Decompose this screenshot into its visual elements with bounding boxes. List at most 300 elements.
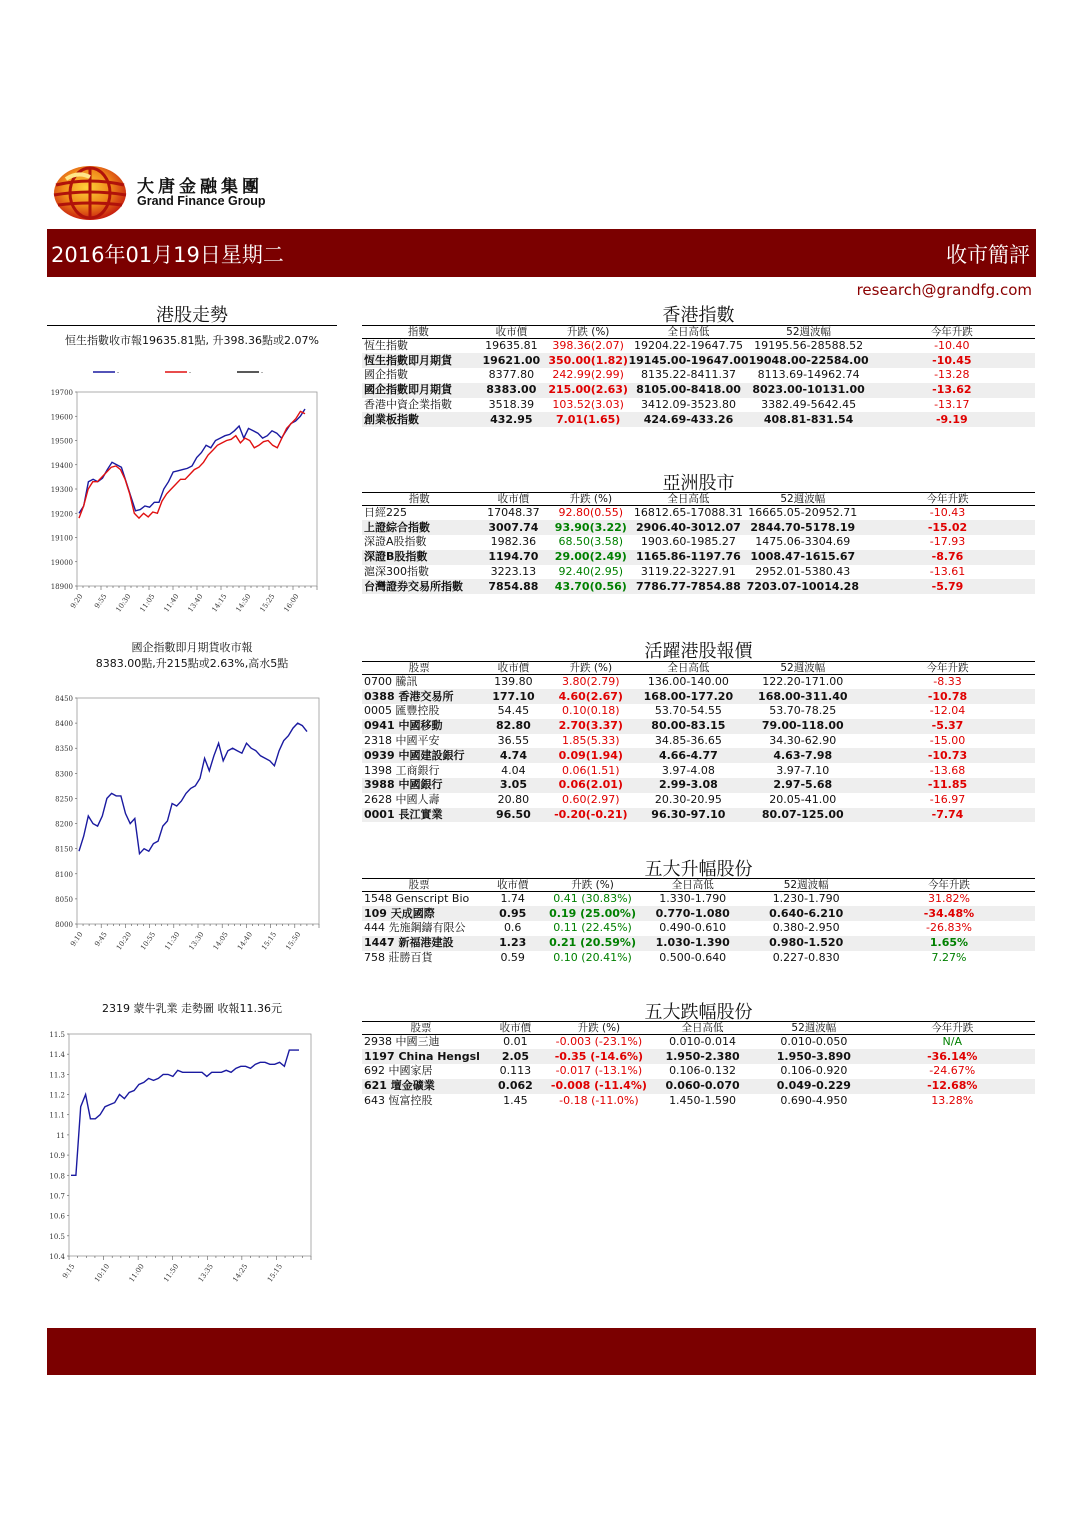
table-row [362, 535, 1035, 550]
table-cell: 19204.22-19647.75 [634, 339, 743, 353]
table-cell: 2938 中國三迪 [364, 1035, 440, 1049]
y-tick-label: 19700 [50, 389, 73, 397]
table-row [362, 906, 1035, 921]
active-title: 活躍港股報價 [644, 641, 753, 662]
table-row [362, 1035, 1035, 1050]
table-cell: 1.85(5.33) [562, 734, 620, 748]
plot-frame [77, 698, 319, 924]
table-cell: 122.20-171.00 [762, 675, 844, 689]
table-cell: 1475.06-3304.69 [755, 535, 851, 549]
table-cell: 29.00(2.49) [550, 550, 631, 565]
column-header: 收市價 [480, 1022, 551, 1035]
table-cell: 8113.69-14962.74 [757, 368, 860, 382]
series-line [71, 1050, 299, 1175]
x-tick-label: 10:20 [114, 930, 134, 952]
table-cell: 0.113 [499, 1064, 532, 1078]
table-cell: 2628 中國人壽 [364, 793, 440, 807]
column-header: 指數 [362, 326, 475, 339]
table-cell: 8135.22-8411.37 [641, 368, 736, 382]
y-tick-label: 10.8 [49, 1172, 65, 1181]
x-tick-label: 9:20 [69, 592, 85, 611]
table-cell: 0.010-0.050 [780, 1035, 848, 1049]
y-tick-label: 8450 [55, 695, 73, 703]
y-tick-label: 8150 [55, 845, 73, 854]
x-tick-label: 10:10 [93, 1262, 112, 1284]
table-cell: 3119.22-3227.91 [640, 565, 736, 579]
table-cell: 68.50(3.58) [558, 535, 624, 549]
x-tick-label: 9:10 [69, 930, 85, 949]
table-row [362, 892, 1035, 907]
table-cell: 香港中資企業指數 [364, 398, 452, 412]
table-cell: 日經225 [364, 506, 407, 520]
table-cell: 0005 匯豐控股 [364, 704, 440, 718]
column-header: 升跌 (%) [550, 662, 631, 675]
x-tick-label: 14:15 [210, 592, 229, 614]
x-tick-label: 13:30 [187, 930, 206, 952]
table-row [362, 383, 1035, 398]
y-tick-label: 19300 [50, 486, 73, 494]
table-cell: -8.33 [933, 675, 962, 689]
table-cell: 0388 香港交易所 [362, 689, 476, 704]
table-cell: 4.74 [476, 748, 550, 763]
legend-label: - [117, 369, 120, 376]
table-cell: 1.74 [500, 892, 525, 906]
y-tick-label: 10.5 [49, 1232, 65, 1241]
table-cell: -13.68 [929, 763, 966, 777]
table-cell: 0.41 (30.83%) [553, 892, 632, 906]
column-header: 今年升跌 [860, 662, 1035, 675]
table-cell: 16812.65-17088.31 [633, 506, 743, 520]
x-tick-label: 14:25 [231, 1262, 250, 1284]
table-row [362, 704, 1035, 719]
column-header: 52週波幅 [758, 1022, 869, 1035]
table-cell: -12.04 [929, 704, 966, 718]
table-row [362, 398, 1035, 413]
table-row [362, 793, 1035, 808]
table-cell: 0.380-2.950 [772, 921, 840, 935]
table-cell: 0.6 [503, 921, 522, 935]
column-header: 全日高低 [628, 326, 748, 339]
table-cell: 621 壇金礦業 [362, 1079, 480, 1094]
table-cell: -15.02 [860, 520, 1035, 535]
chart1-caption: 恒生指數收市報19635.81點, 升398.36點或2.07% [65, 334, 319, 347]
contact-email[interactable]: research@grandfg.com [856, 281, 1032, 299]
table-cell: 20.30-20.95 [654, 793, 722, 807]
table-cell: N/A [942, 1035, 962, 1049]
table-cell: 96.30-97.10 [631, 808, 745, 823]
hk-index-title: 香港指數 [662, 305, 735, 326]
table-row [362, 689, 1035, 704]
table-cell: 1194.70 [476, 550, 550, 565]
company-name-zh: 大唐金融集團 [137, 177, 263, 197]
x-tick-label: 11:30 [163, 930, 182, 952]
column-header: 升跌 (%) [550, 493, 631, 506]
column-header: 收市價 [476, 493, 550, 506]
table-cell: 1.330-1.790 [659, 892, 727, 906]
table-cell: 國企指數即月期貨 [362, 383, 475, 398]
column-header: 收市價 [476, 662, 550, 675]
table-cell: 2.05 [480, 1049, 551, 1064]
table-cell: 53.70-78.25 [769, 704, 837, 718]
company-name-en: Grand Finance Group [137, 194, 266, 208]
table-row [362, 520, 1035, 535]
y-tick-label: 10.6 [49, 1212, 65, 1221]
column-header: 收市價 [476, 879, 549, 892]
table-cell: 1.950-3.890 [758, 1049, 869, 1064]
column-header: 股票 [362, 1022, 480, 1035]
x-tick-label: 10:30 [114, 592, 133, 614]
x-tick-label: 11:50 [162, 1262, 181, 1284]
y-tick-label: 8300 [55, 770, 73, 779]
table-cell: 1903.60-1985.27 [640, 535, 736, 549]
x-tick-label: 15:15 [265, 1262, 285, 1284]
y-tick-label: 11.4 [49, 1051, 65, 1060]
table-cell: 創業板指數 [362, 412, 475, 427]
table-cell: 7.27% [931, 951, 967, 965]
column-header: 升跌 (%) [548, 326, 629, 339]
table-cell: 177.10 [476, 689, 550, 704]
hscei-futures-chart [47, 686, 337, 956]
x-tick-label: 10:55 [139, 930, 158, 952]
column-header: 股票 [362, 879, 476, 892]
x-tick-label: 13:40 [186, 592, 205, 614]
table-cell: 1.23 [476, 936, 549, 951]
table-cell: 0941 中國移動 [362, 719, 476, 734]
table-row [362, 368, 1035, 383]
plot-frame [77, 392, 317, 586]
table-cell: 2.97-5.68 [746, 778, 860, 793]
table-row [362, 550, 1035, 565]
table-cell: 國企指數 [364, 368, 408, 382]
table-cell: 0.010-0.014 [669, 1035, 737, 1049]
column-header: 指數 [362, 493, 476, 506]
table-row [362, 1094, 1035, 1109]
table-cell: 1.950-2.380 [647, 1049, 758, 1064]
table-cell: 0.95 [476, 906, 549, 921]
table-cell: 0.500-0.640 [659, 951, 727, 965]
table-cell: 0.770-1.080 [636, 906, 749, 921]
table-cell: -16.97 [929, 793, 966, 807]
column-header: 升跌 (%) [549, 879, 636, 892]
y-tick-label: 10.4 [49, 1253, 65, 1261]
table-cell: 恆生指數 [364, 339, 408, 353]
table-row [362, 936, 1035, 951]
table-cell: 3.97-7.10 [776, 763, 830, 777]
y-tick-label: 8350 [55, 745, 73, 754]
table-cell: -0.008 (-11.4%) [550, 1079, 647, 1093]
y-tick-label: 11.1 [49, 1111, 65, 1120]
table-cell: 深證B股指數 [362, 550, 476, 565]
table-cell: -9.19 [869, 412, 1035, 427]
table-cell: -5.79 [860, 579, 1035, 594]
table-cell: 台灣證券交易所指數 [362, 579, 476, 594]
plot-frame [69, 1034, 311, 1256]
x-tick-label: 14:05 [211, 930, 230, 952]
table-cell: 93.90(3.22) [550, 520, 631, 535]
y-tick-label: 19400 [50, 461, 73, 470]
table-cell: 242.99(2.99) [552, 368, 624, 382]
x-tick-label: 14:40 [235, 930, 255, 952]
divider [47, 325, 337, 326]
table-cell: 1.450-1.590 [669, 1094, 737, 1108]
chart2-caption-line1: 國企指數即月期貨收市報 [131, 641, 253, 654]
header-banner [47, 229, 1036, 277]
table-cell: 0.106-0.132 [669, 1064, 737, 1078]
y-tick-label: 19500 [50, 437, 73, 446]
table-cell: 0.062 [480, 1079, 551, 1094]
y-tick-label: 8250 [55, 795, 73, 804]
table-cell: -13.17 [934, 398, 970, 412]
table-cell: 4.63-7.98 [746, 748, 860, 763]
y-tick-label: 11 [56, 1131, 65, 1140]
table-cell: 19048.00-22584.00 [748, 353, 869, 367]
table-cell: 758 莊勝百貨 [364, 951, 433, 965]
column-header: 全日高低 [631, 493, 745, 506]
hang-seng-chart [47, 360, 337, 620]
table-cell: 1165.86-1197.76 [631, 550, 745, 565]
table-row [362, 748, 1035, 763]
table-cell: 0.59 [500, 951, 525, 965]
table-row [362, 412, 1035, 427]
table-cell: -5.37 [860, 719, 1035, 734]
table-cell: 136.00-140.00 [647, 675, 729, 689]
x-tick-label: 9:15 [61, 1262, 77, 1281]
y-tick-label: 8000 [55, 921, 73, 929]
column-header: 52週波幅 [749, 879, 862, 892]
footer-banner [47, 1328, 1036, 1375]
y-tick-label: 8100 [55, 870, 73, 879]
table-cell: 1.65% [863, 936, 1035, 951]
series-line [79, 409, 305, 513]
table-cell: 0.060-0.070 [647, 1079, 758, 1094]
table-cell: 398.36(2.07) [552, 339, 624, 353]
table-row [362, 1064, 1035, 1079]
column-header: 全日高低 [631, 662, 745, 675]
table-cell: 1982.36 [490, 535, 537, 549]
table-cell: 80.07-125.00 [746, 808, 860, 823]
report-date: 2016年01月19日星期二 [51, 243, 284, 267]
table-cell: 0.10 (20.41%) [553, 951, 632, 965]
table-cell: 0.049-0.229 [758, 1079, 869, 1094]
table-cell: 3988 中國銀行 [362, 778, 476, 793]
table-cell: 0939 中國建設銀行 [362, 748, 476, 763]
x-tick-label: 9:45 [93, 930, 109, 949]
table-cell: 0.06(1.51) [562, 763, 620, 777]
table-cell: -24.67% [929, 1064, 976, 1078]
table-cell: 0.980-1.520 [749, 936, 862, 951]
table-cell: -36.14% [870, 1049, 1035, 1064]
y-tick-label: 8050 [55, 895, 73, 904]
table-row [362, 579, 1035, 594]
table-cell: 4.60(2.67) [550, 689, 631, 704]
table-cell: 3223.13 [490, 565, 537, 579]
gainers-title: 五大升幅股份 [644, 859, 753, 880]
table-row [362, 675, 1035, 690]
y-tick-label: 10.9 [49, 1152, 65, 1161]
series-line [79, 723, 307, 854]
table-row [362, 565, 1035, 580]
column-header: 今年升跌 [860, 493, 1035, 506]
y-tick-label: 19000 [50, 558, 73, 567]
table-cell: 0.09(1.94) [550, 748, 631, 763]
table-cell: 79.00-118.00 [746, 719, 860, 734]
y-tick-label: 19100 [50, 534, 73, 543]
table-cell: 8377.80 [488, 368, 535, 382]
table-cell: 2952.01-5380.43 [755, 565, 851, 579]
table-cell: 139.80 [494, 675, 533, 689]
table-cell: 2906.40-3012.07 [631, 520, 745, 535]
table-row [362, 734, 1035, 749]
table-cell: 350.00(1.82) [548, 353, 628, 367]
table-cell: 0.106-0.920 [780, 1064, 848, 1078]
chart3-caption: 2319 蒙牛乳業 走勢圖 收報11.36元 [102, 1002, 282, 1015]
y-tick-label: 11.3 [49, 1071, 65, 1080]
column-header: 今年升跌 [869, 326, 1035, 339]
table-cell: 恆生指數即月期貨 [362, 353, 475, 368]
table-cell: 0.19 (25.00%) [549, 906, 636, 920]
table-cell: 7.01(1.65) [548, 412, 629, 427]
table-cell: 0.60(2.97) [562, 793, 620, 807]
table-cell: -0.20(-0.21) [550, 808, 631, 823]
table-cell: 1.230-1.790 [772, 892, 840, 906]
table-cell: 34.30-62.90 [769, 734, 837, 748]
y-tick-label: 18900 [50, 583, 73, 591]
y-tick-label: 19600 [50, 413, 73, 422]
table-cell: 3412.09-3523.80 [641, 398, 736, 412]
table-cell: 16665.05-20952.71 [748, 506, 858, 520]
table-cell: 2844.70-5178.19 [746, 520, 860, 535]
y-tick-label: 8200 [55, 820, 73, 829]
hk-trend-title: 港股走勢 [156, 305, 228, 326]
column-header: 升跌 (%) [551, 1022, 647, 1035]
column-header: 收市價 [475, 326, 548, 339]
table-cell: 17048.37 [487, 506, 540, 520]
column-header: 52週波幅 [746, 493, 860, 506]
table-cell: 82.80 [476, 719, 550, 734]
table-cell: -34.48% [863, 906, 1035, 921]
table-cell: 31.82% [927, 892, 970, 906]
table-cell: -15.00 [929, 734, 966, 748]
mengniu-chart [47, 1020, 337, 1292]
table-cell: 0.690-4.950 [780, 1094, 848, 1108]
table-cell: 92.80(0.55) [558, 506, 624, 520]
table-cell: 2.99-3.08 [631, 778, 745, 793]
table-cell: 0.227-0.830 [772, 951, 840, 965]
hk-index-table [362, 325, 1035, 427]
table-cell: 692 中國家居 [364, 1064, 433, 1078]
table-cell: 432.95 [475, 412, 548, 427]
legend-label: - [261, 369, 264, 376]
table-cell: 7786.77-7854.88 [631, 579, 745, 594]
table-row [362, 506, 1035, 521]
table-cell: -10.40 [934, 339, 970, 353]
y-tick-label: 10.7 [49, 1192, 65, 1201]
legend-label: - [189, 369, 192, 376]
table-cell: 1398 工商銀行 [364, 763, 440, 777]
column-header: 今年升跌 [863, 879, 1035, 892]
table-row [362, 778, 1035, 793]
table-cell: 上證綜合指數 [362, 520, 476, 535]
table-row [362, 921, 1035, 936]
table-cell: -10.78 [860, 689, 1035, 704]
table-cell: 0.06(2.01) [550, 778, 631, 793]
table-cell: 424.69-433.26 [628, 412, 748, 427]
x-tick-label: 15:25 [258, 592, 277, 614]
table-row [362, 353, 1035, 368]
table-cell: -10.45 [869, 353, 1035, 368]
table-cell: 7203.07-10014.28 [746, 579, 859, 593]
column-header: 52週波幅 [746, 662, 860, 675]
y-tick-label: 8400 [55, 720, 73, 729]
table-cell: 215.00(2.63) [548, 383, 628, 397]
losers-title: 五大跌幅股份 [644, 1002, 753, 1023]
table-cell: 80.00-83.15 [631, 719, 745, 734]
table-cell: 3.05 [476, 778, 550, 793]
active-stocks-table [362, 661, 1035, 822]
x-tick-label: 15:15 [260, 930, 279, 952]
column-header: 股票 [362, 662, 476, 675]
table-cell: -10.73 [860, 748, 1035, 763]
table-cell: 3.80(2.79) [562, 675, 620, 689]
table-cell: 0.01 [503, 1035, 528, 1049]
y-tick-label: 19200 [50, 510, 73, 519]
x-tick-label: 11:05 [138, 592, 157, 614]
table-cell: 19621.00 [475, 353, 548, 368]
table-cell: 1.45 [503, 1094, 528, 1108]
table-row [362, 1049, 1035, 1064]
table-cell: 3.97-4.08 [661, 763, 715, 777]
x-tick-label: 11:40 [162, 592, 181, 614]
table-cell: 96.50 [476, 808, 550, 823]
table-cell: 54.45 [497, 704, 530, 718]
table-cell: 8105.00-8418.00 [628, 383, 748, 398]
report-title: 收市簡評 [946, 243, 1030, 267]
table-cell: 7854.88 [476, 579, 550, 594]
table-cell: 1548 Genscript Bio [364, 892, 470, 906]
table-cell: 19635.81 [485, 339, 538, 353]
table-cell: 103.52(3.03) [552, 398, 624, 412]
table-cell: 34.85-36.65 [654, 734, 722, 748]
table-cell: -0.35 (-14.6%) [551, 1049, 647, 1064]
x-tick-label: 15:50 [284, 930, 303, 952]
table-cell: -0.18 (-11.0%) [559, 1094, 639, 1108]
y-tick-label: 11.2 [49, 1091, 65, 1100]
table-row [362, 951, 1035, 966]
table-cell: 0001 長江實業 [362, 808, 476, 823]
table-cell: 8023.00-10131.00 [749, 383, 869, 398]
top-gainers-table [362, 878, 1035, 965]
column-header: 全日高低 [647, 1022, 758, 1035]
column-header: 52週波幅 [749, 326, 869, 339]
table-cell: 8383.00 [475, 383, 548, 398]
table-row [362, 1079, 1035, 1094]
table-cell: -11.85 [860, 778, 1035, 793]
x-tick-label: 9:55 [93, 592, 109, 611]
column-header: 今年升跌 [870, 1022, 1035, 1035]
table-cell: 19145.00-19647.00 [628, 353, 749, 367]
table-cell: 0.640-6.210 [749, 906, 862, 921]
table-cell: -26.83% [925, 921, 972, 935]
table-cell: 滬深300指數 [364, 565, 429, 579]
table-cell: 4.04 [501, 763, 526, 777]
table-cell: 0.21 (20.59%) [549, 936, 636, 950]
table-cell: 1.030-1.390 [636, 936, 749, 951]
table-cell: 深證A股指數 [364, 535, 427, 549]
table-cell: -8.76 [860, 550, 1035, 565]
table-cell: 0.490-0.610 [659, 921, 727, 935]
table-cell: 444 先施鋼鑄有限公 [364, 921, 466, 935]
table-cell: 1447 新福港建設 [362, 936, 476, 951]
